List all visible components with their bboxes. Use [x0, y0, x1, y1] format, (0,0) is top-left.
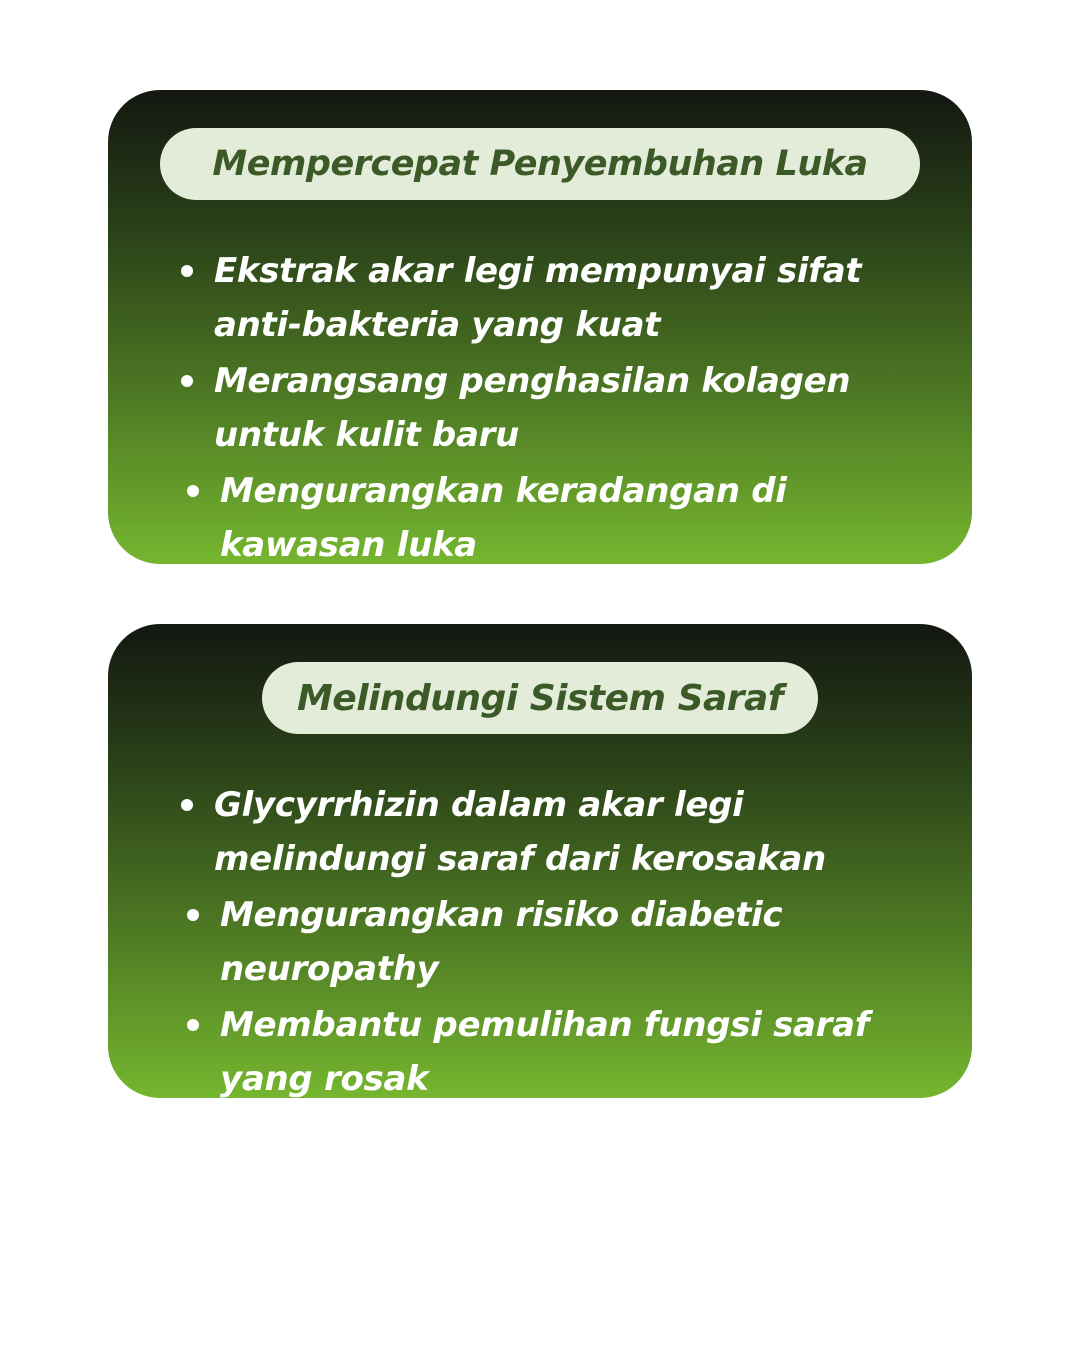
bullet-text: Ekstrak akar legi mempunyai sifat anti-bakteria yang kuat: [214, 251, 862, 345]
bullet-dot-icon: [187, 485, 199, 497]
bullet-list: [178, 244, 948, 564]
list-item: [178, 778, 948, 886]
benefit-card-wound-healing: [108, 90, 972, 564]
bullet-text: Mengurangkan keradangan di kawasan luka: [220, 471, 787, 564]
benefit-card-nervous-system: [108, 624, 972, 1098]
card-title-pill: [160, 128, 920, 200]
bullet-text: Mengurangkan risiko diabetic neuropathy: [220, 895, 783, 989]
list-item: [178, 998, 948, 1098]
bullet-dot-icon: [187, 909, 199, 921]
card-title: Mempercepat Penyembuhan Luka: [212, 144, 868, 184]
list-item: [178, 244, 948, 352]
bullet-text: Membantu pemulihan fungsi saraf yang rosak: [220, 1005, 870, 1098]
list-item: [178, 888, 948, 996]
card-title-pill: [262, 662, 818, 734]
bullet-dot-icon: [181, 799, 193, 811]
list-item: [178, 354, 948, 462]
card-title: Melindungi Sistem Saraf: [296, 677, 783, 719]
bullet-dot-icon: [181, 265, 193, 277]
list-item: [178, 464, 948, 564]
bullet-dot-icon: [187, 1019, 199, 1031]
bullet-text: Merangsang penghasilan kolagen untuk kulit baru: [214, 361, 851, 455]
bullet-list: [178, 778, 948, 1098]
bullet-dot-icon: [181, 375, 193, 387]
bullet-text: Glycyrrhizin dalam akar legi melindungi saraf dari kerosakan: [214, 785, 826, 879]
